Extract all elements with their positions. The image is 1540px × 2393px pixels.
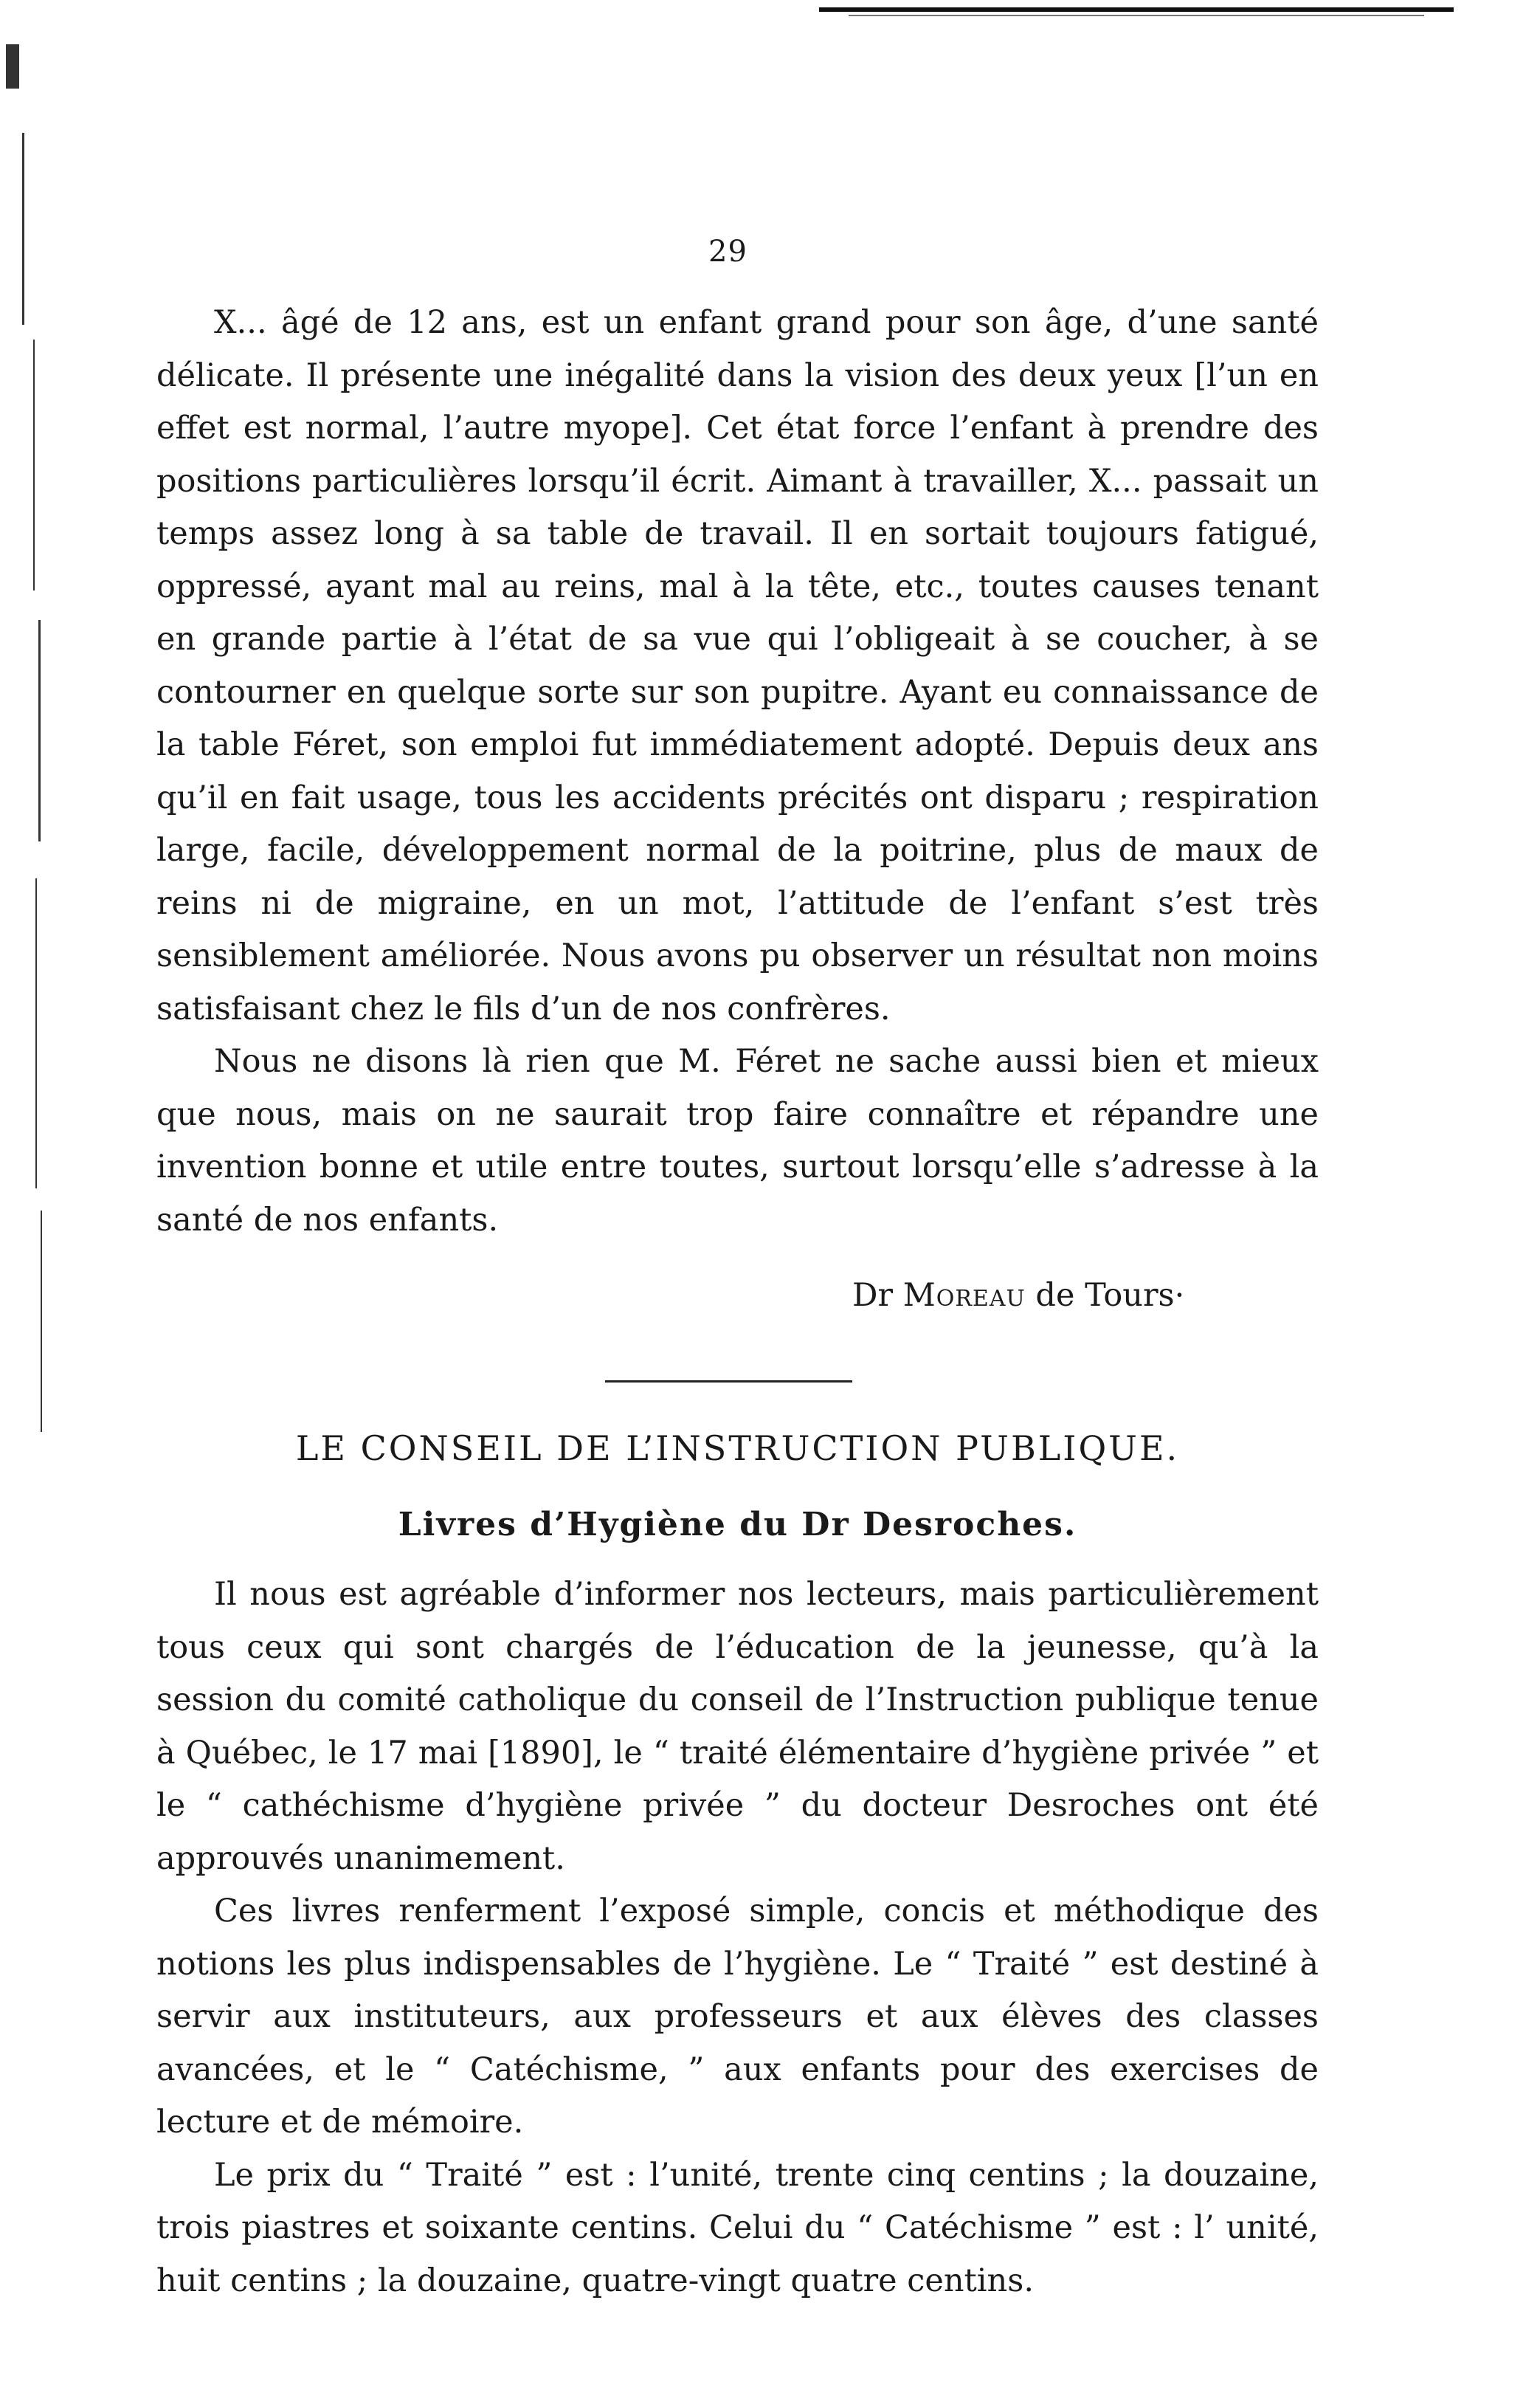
article-desroches xyxy=(156,1569,1319,2307)
signature xyxy=(852,1277,1184,1314)
scan-border-top-thin xyxy=(849,15,1424,16)
paragraph: Nous ne disons là rien que M. Féret ne sache aussi bien et mieux que nous, mais on ne saurait trop faire connaître et répandre une invention bonne et utile entre toutes, surtout lorsqu’elle s’adresse à la santé de nos enfants. xyxy=(156,1043,1319,1239)
paragraph: Il nous est agréable d’informer nos lecteurs, mais particulièrement tous ceux qui sont chargés de l’éducation de la jeunesse, qu’à la session du comité catholique du conseil de l’Instruction publique tenue à Québec, le 17 mai [1890], le “ traité élémentaire d’hygiène privée ” et le “ cathéchisme d’hygiène privée ” du docteur Desroches ont été approuvés unanimement. xyxy=(156,1576,1319,1877)
page-number: 29 xyxy=(708,235,747,269)
paragraph: Ces livres renferment l’exposé simple, concis et méthodique des notions les plus indispensables de l’hygiène. Le “ Traité ” est destiné à servir aux instituteurs, aux professeurs et aux élèves des classes avancées, et le “ Catéchisme, ” aux enfants pour des exercises de lecture et de mémoire. xyxy=(156,1893,1319,2141)
paragraph: X... âgé de 12 ans, est un enfant grand pour son âge, d’une santé délicate. Il présente une inégalité dans la vision des deux yeux [l’un en effet est normal, l’autre myope]. Cet état force l’enfant à prendre des positions particulières lorsqu’il écrit. Aimant à travailler, X... passait un temps assez long à sa table de travail. Il en sortait toujours fatigué, oppressé, ayant mal au reins, mal à la tête, etc., toutes causes tenant en grande partie à l’état de sa vue qui l’obligeait à se coucher, à se contourner en quelque sorte sur son pupitre. Ayant eu connaissance de la table Féret, son emploi fut immédiatement adopté. Depuis deux ans qu’il en fait usage, tous les accidents précités ont disparu ; respiration large, facile, développement normal de la poitrine, plus de maux de reins ni de migraine, en un mot, l’attitude de l’enfant s’est très sensiblement améliorée. Nous avons pu observer un résultat non moins satisfaisant chez le fils d’un de nos confrères. xyxy=(156,304,1319,1027)
signature-prefix: Dr xyxy=(852,1277,903,1314)
signature-suffix: de Tours· xyxy=(1025,1277,1185,1314)
signature-name: Moreau xyxy=(902,1277,1026,1314)
section-divider xyxy=(605,1380,852,1383)
scan-binding-edge xyxy=(0,30,52,1506)
section-title: LE CONSEIL DE L’INSTRUCTION PUBLIQUE. xyxy=(295,1428,1180,1468)
section-subtitle: Livres d’Hygiène du Dr Desroches. xyxy=(398,1506,1077,1543)
article-moreau xyxy=(156,297,1319,1247)
scan-border-top xyxy=(819,7,1454,12)
paragraph: Le prix du “ Traité ” est : l’unité, trente cinq centins ; la douzaine, trois piastres et soixante centins. Celui du “ Catéchisme ” est : l’ unité, huit centins ; la douzaine, quatre-vingt quatre centins. xyxy=(156,2156,1319,2299)
